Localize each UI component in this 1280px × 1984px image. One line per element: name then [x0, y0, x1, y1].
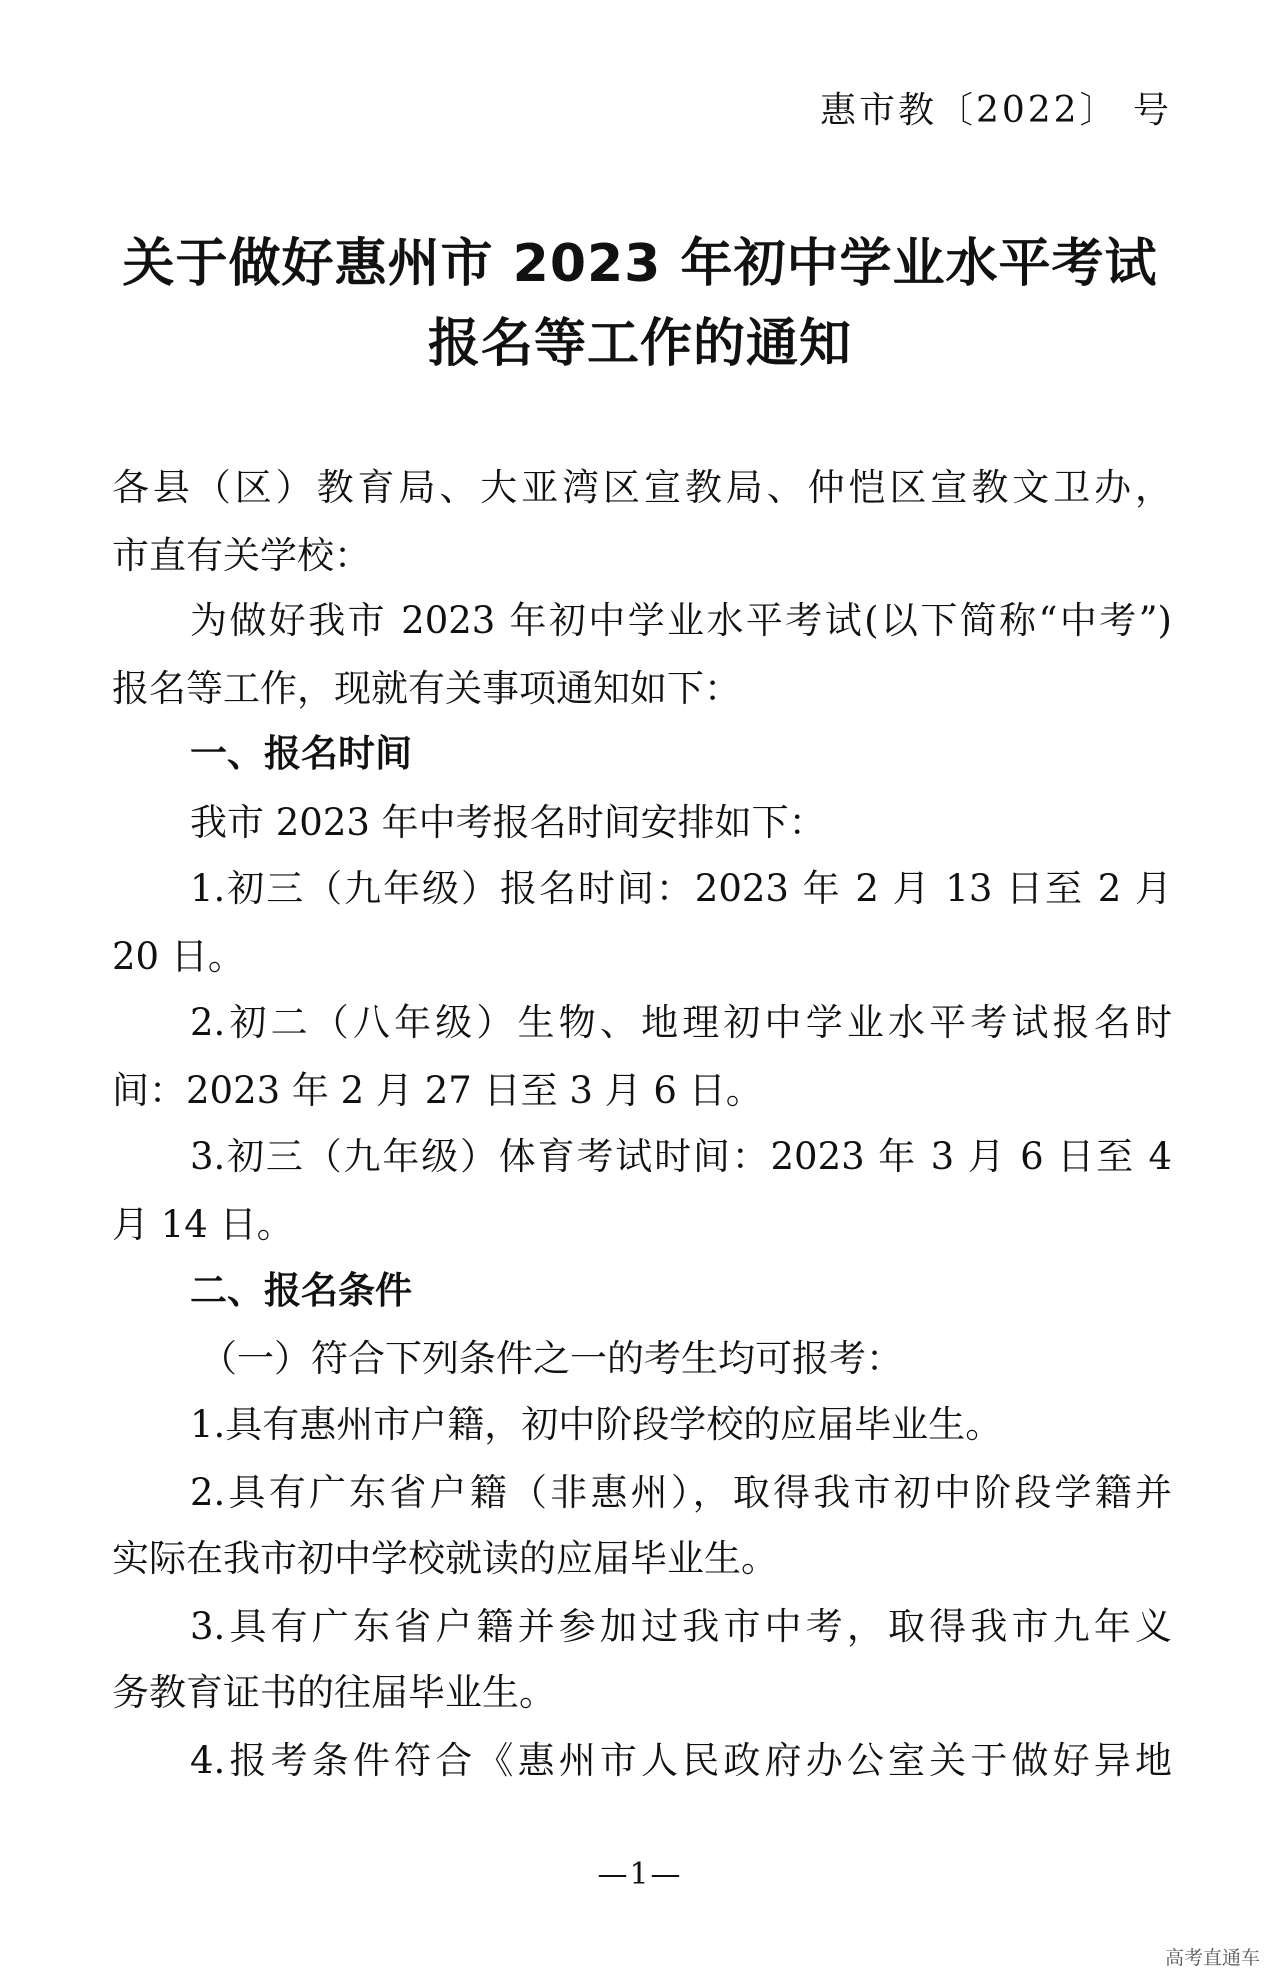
- section-heading: 二、报名条件: [190, 1269, 412, 1312]
- body-line: 4.报考条件符合《惠州市人民政府办公室关于做好异地: [190, 1739, 1172, 1782]
- document-number: 惠市教〔2022〕 号: [819, 90, 1172, 131]
- body-line: 我市 2023 年中考报名时间安排如下：: [190, 801, 826, 844]
- page-number: —1—: [597, 1857, 683, 1892]
- body-line: 间：2023 年 2 月 27 日至 3 月 6 日。: [112, 1069, 763, 1112]
- addressee-line: 各县（区）教育局、大亚湾区宣教局、仲恺区宣教文卫办，: [112, 466, 1172, 509]
- body-line: 实际在我市初中学校就读的应届毕业生。: [112, 1537, 778, 1580]
- section-heading: 一、报名时间: [190, 732, 412, 775]
- body-line: 为做好我市 2023 年初中学业水平考试(以下简称“中考”): [190, 599, 1172, 642]
- body-line: 务教育证书的往届毕业生。: [112, 1671, 556, 1714]
- body-line: 3.具有广东省户籍并参加过我市中考，取得我市九年义: [190, 1605, 1172, 1648]
- document-title-line-1: 关于做好惠州市 2023 年初中学业水平考试: [122, 234, 1158, 294]
- document-title-line-2: 报名等工作的通知: [427, 314, 852, 374]
- body-line: 20 日。: [112, 935, 245, 978]
- body-line: 报名等工作，现就有关事项通知如下：: [112, 667, 741, 710]
- addressee-line: 市直有关学校：: [112, 534, 371, 577]
- body-line: 3.初三（九年级）体育考试时间：2023 年 3 月 6 日至 4: [190, 1135, 1172, 1178]
- body-line: 月 14 日。: [112, 1203, 294, 1246]
- body-line: 2.初二（八年级）生物、地理初中学业水平考试报名时: [190, 1001, 1172, 1044]
- body-line: 1.具有惠州市户籍，初中阶段学校的应届毕业生。: [190, 1403, 1003, 1446]
- body-line: 2.具有广东省户籍（非惠州），取得我市初中阶段学籍并: [190, 1471, 1172, 1514]
- subsection-heading: （一）符合下列条件之一的考生均可报考：: [200, 1337, 903, 1380]
- body-line: 1.初三（九年级）报名时间：2023 年 2 月 13 日至 2 月: [190, 867, 1172, 910]
- watermark: 高考直通车: [1164, 1947, 1260, 1969]
